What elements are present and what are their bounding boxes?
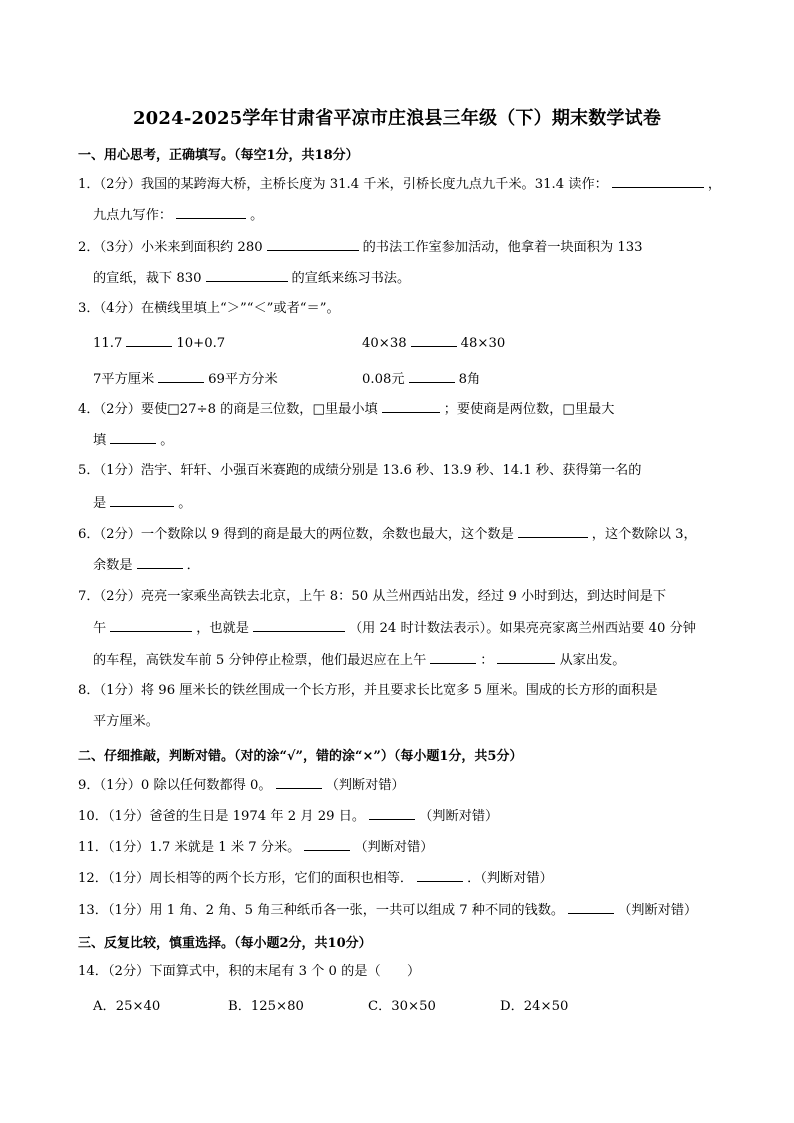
answer-blank[interactable] <box>176 206 246 219</box>
section-1-heading: 一、用心思考，正确填写。（每空1分，共18分） <box>78 148 359 163</box>
question-14-prompt: 14．（2分）下面算式中，积的末尾有 3 个 0 的是（ ） <box>78 964 421 979</box>
question-3-prompt: 3．（4分）在横线里填上“＞”“＜”或者“＝”。 <box>78 301 340 316</box>
answer-blank[interactable] <box>206 269 288 282</box>
question-2-line-2: 的宣纸，裁下 830 的宣纸来练习书法。 <box>93 271 411 286</box>
option-c[interactable]: C．30×50 <box>368 999 436 1014</box>
answer-blank[interactable] <box>110 431 156 444</box>
question-7-line-2: 午 ，也就是 （用 24 时计数法表示）。如果亮亮家离兰州西站要 40 分钟 <box>93 621 696 636</box>
answer-blank[interactable] <box>518 525 588 538</box>
answer-blank[interactable] <box>409 370 455 383</box>
answer-blank[interactable] <box>253 619 345 632</box>
question-10: 10．（1分）爸爸的生日是 1974 年 2 月 29 日。 （判断对错） <box>78 809 499 824</box>
question-8-line-2: 平方厘米。 <box>93 714 159 729</box>
answer-blank[interactable] <box>497 651 555 664</box>
answer-blank[interactable] <box>126 334 172 347</box>
question-5-line-2: 是 。 <box>93 496 192 511</box>
question-9: 9．（1分）0 除以任何数都得 0。 （判断对错） <box>78 778 405 793</box>
section-2-heading: 二、仔细推敲，判断对错。（对的涂“√”，错的涂“×”）（每小题1分，共5分） <box>78 749 523 764</box>
answer-blank[interactable] <box>267 238 359 251</box>
answer-blank[interactable] <box>304 838 350 851</box>
answer-blank[interactable] <box>382 400 440 413</box>
answer-blank[interactable] <box>430 651 476 664</box>
question-5-line-1: 5．（1分）浩宇、轩轩、小强百米赛跑的成绩分别是 13.6 秒、13.9 秒、14.1 秒、获得第一名的 <box>78 463 642 478</box>
compare-item-3: 7平方厘米 69平方分米 <box>93 372 278 387</box>
option-a[interactable]: A．25×40 <box>93 999 161 1014</box>
question-4-line-1: 4．（2分）要使□27÷8 的商是三位数，□里最小填 ；要使商是两位数，□里最大 <box>78 402 615 417</box>
section-3-heading: 三、反复比较，慎重选择。（每小题2分，共10分） <box>78 936 372 951</box>
exam-title: 2024-2025学年甘肃省平凉市庄浪县三年级（下）期末数学试卷 <box>132 108 662 129</box>
option-b[interactable]: B．125×80 <box>228 999 304 1014</box>
question-6-line-2: 余数是 ． <box>93 558 200 573</box>
option-d[interactable]: D．24×50 <box>500 999 569 1014</box>
question-6-line-1: 6．（2分）一个数除以 9 得到的商是最大的两位数，余数也最大，这个数是 ，这个数除以 3， <box>78 527 697 542</box>
answer-blank[interactable] <box>568 901 614 914</box>
compare-item-4: 0.08元 8角 <box>362 372 481 387</box>
question-2-line-1: 2．（3分）小米来到面积约 280 的书法工作室参加活动，他拿着一块面积为 133 <box>78 240 643 255</box>
question-13: 13．（1分）用 1 角、2 角、5 角三种纸币各一张，一共可以组成 7 种不同的钱数。 （判断对错） <box>78 903 698 918</box>
question-1-line-1: 1．（2分）我国的某跨海大桥，主桥长度为 31.4 千米，引桥长度九点九千米。31.4 读作： ， <box>78 177 722 192</box>
question-8-line-1: 8．（1分）将 96 厘米长的铁丝围成一个长方形，并且要求长比宽多 5 厘米。围成的长方形的面积是 <box>78 683 658 698</box>
compare-item-2: 40×38 48×30 <box>362 336 506 351</box>
answer-blank[interactable] <box>137 556 183 569</box>
question-7-line-1: 7．（2分）亮亮一家乘坐高铁去北京，上午 8：50 从兰州西站出发，经过 9 小时到达，到达时间是下 <box>78 589 667 604</box>
answer-blank[interactable] <box>411 334 457 347</box>
question-12: 12．（1分）周长相等的两个长方形，它们的面积也相等． ．（判断对错） <box>78 871 553 886</box>
answer-blank[interactable] <box>158 370 204 383</box>
compare-item-1: 11.7 10+0.7 <box>93 336 226 351</box>
question-11: 11．（1分）1.7 米就是 1 米 7 分米。 （判断对错） <box>78 840 434 855</box>
answer-blank[interactable] <box>110 494 174 507</box>
answer-blank[interactable] <box>612 175 704 188</box>
answer-blank[interactable] <box>417 869 463 882</box>
answer-blank[interactable] <box>276 776 322 789</box>
question-4-line-2: 填 。 <box>93 433 174 448</box>
answer-blank[interactable] <box>369 807 415 820</box>
question-7-line-3: 的车程，高铁发车前 5 分钟停止检票，他们最迟应在上午 ： 从家出发。 <box>93 653 626 668</box>
answer-blank[interactable] <box>110 619 192 632</box>
question-1-line-2: 九点九写作： 。 <box>93 208 264 223</box>
